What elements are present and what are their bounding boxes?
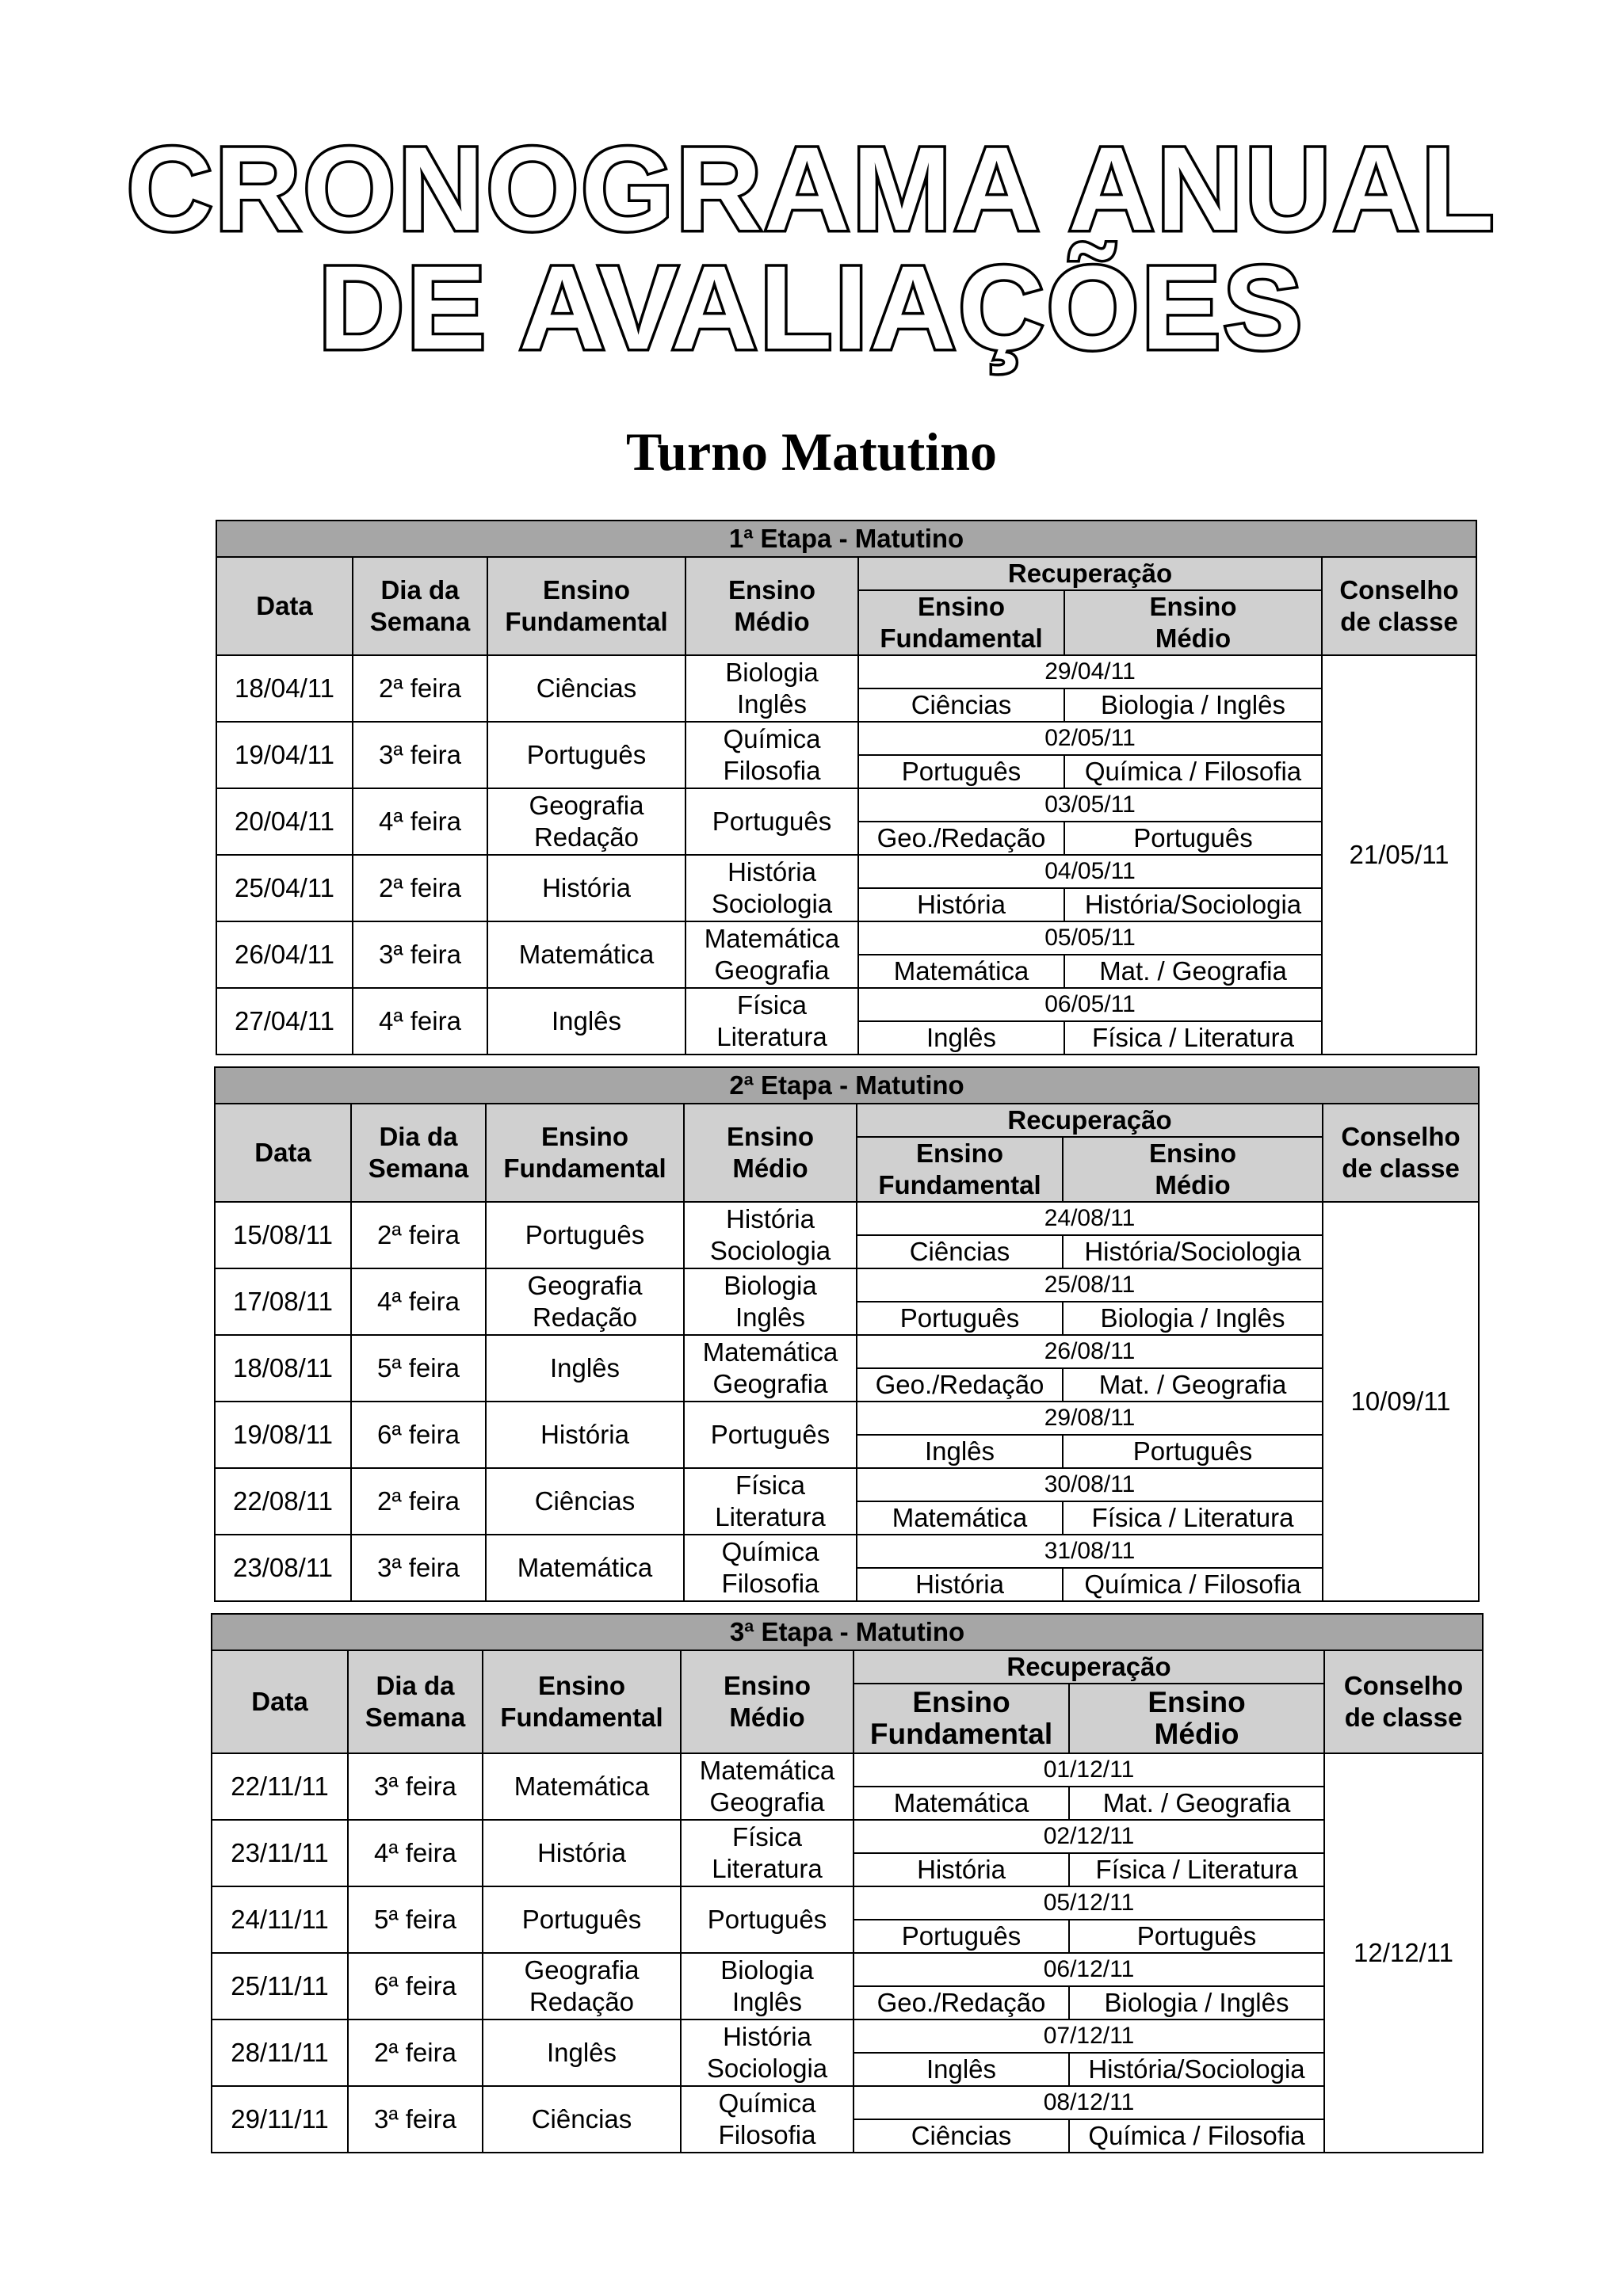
cell-data: 17/08/11 <box>215 1268 351 1335</box>
cell-data: 18/08/11 <box>215 1335 351 1402</box>
cell-recuperacao-medio: Mat. / Geografia <box>1069 1787 1324 1820</box>
cell-recuperacao-medio: Mat. / Geografia <box>1063 1368 1323 1402</box>
table-row <box>215 1268 1479 1302</box>
cell-dia-semana: 3ª feira <box>348 1753 483 1820</box>
cell-ensino-medio: Matemática Geografia <box>681 1753 854 1820</box>
cell-ensino-fundamental: Matemática <box>486 1535 684 1601</box>
cell-ensino-medio: Biologia Inglês <box>684 1268 857 1335</box>
cell-ensino-medio: História Sociologia <box>685 855 858 921</box>
cell-ensino-fundamental: Matemática <box>487 921 685 988</box>
cell-recuperacao-data: 29/04/11 <box>858 655 1322 688</box>
cell-ensino-medio: Física Literatura <box>681 1820 854 1886</box>
document-title-line-2: DE AVALIAÇÕES <box>318 241 1305 374</box>
cell-recuperacao-data: 29/08/11 <box>857 1402 1323 1435</box>
cell-ensino-medio: Química Filosofia <box>685 722 858 788</box>
etapa-title: 2ª Etapa - Matutino <box>215 1067 1479 1104</box>
cell-recuperacao-fundamental: Inglês <box>857 1435 1063 1468</box>
cell-ensino-medio: Biologia Inglês <box>685 655 858 722</box>
cell-recuperacao-data: 04/05/11 <box>858 855 1322 888</box>
cell-ensino-fundamental: Português <box>487 722 685 788</box>
header-rec-fundamental: Ensino Fundamental <box>858 590 1064 655</box>
cell-recuperacao-medio: Física / Literatura <box>1063 1501 1323 1535</box>
cell-dia-semana: 3ª feira <box>353 921 487 988</box>
cell-recuperacao-data: 25/08/11 <box>857 1268 1323 1302</box>
header-dia-semana: Dia da Semana <box>353 557 487 655</box>
cell-ensino-fundamental: Geografia Redação <box>486 1268 684 1335</box>
cell-recuperacao-fundamental: Ciências <box>858 688 1064 722</box>
cell-data: 27/04/11 <box>216 988 353 1055</box>
cell-recuperacao-medio: Química / Filosofia <box>1069 2119 1324 2153</box>
cell-ensino-medio: Português <box>684 1402 857 1468</box>
header-data: Data <box>215 1104 351 1202</box>
cell-recuperacao-data: 06/12/11 <box>854 1953 1324 1986</box>
cell-recuperacao-medio: Física / Literatura <box>1069 1853 1324 1886</box>
cell-recuperacao-medio: Português <box>1064 822 1322 855</box>
cell-data: 19/08/11 <box>215 1402 351 1468</box>
header-rec-medio: Ensino Médio <box>1064 590 1322 655</box>
cell-recuperacao-fundamental: Geo./Redação <box>854 1986 1069 2019</box>
cell-recuperacao-data: 06/05/11 <box>858 988 1322 1021</box>
cell-ensino-medio: Português <box>685 788 858 855</box>
cell-recuperacao-medio: História/Sociologia <box>1064 888 1322 921</box>
cell-conselho-classe: 12/12/11 <box>1324 1753 1483 2153</box>
cell-dia-semana: 6ª feira <box>348 1953 483 2019</box>
cell-recuperacao-fundamental: Geo./Redação <box>858 822 1064 855</box>
cell-dia-semana: 4ª feira <box>353 988 487 1055</box>
cell-ensino-fundamental: Inglês <box>486 1335 684 1402</box>
cell-ensino-medio: Física Literatura <box>685 988 858 1055</box>
cell-recuperacao-fundamental: História <box>857 1568 1063 1601</box>
cell-data: 26/04/11 <box>216 921 353 988</box>
cell-recuperacao-data: 30/08/11 <box>857 1468 1323 1501</box>
cell-recuperacao-fundamental: Inglês <box>858 1021 1064 1055</box>
cell-recuperacao-data: 02/05/11 <box>858 722 1322 755</box>
document-title-line-1: CRONOGRAMA ANUAL <box>126 122 1497 255</box>
cell-recuperacao-medio: Física / Literatura <box>1064 1021 1322 1055</box>
header-conselho-classe: Conselho de classe <box>1323 1104 1479 1202</box>
cell-dia-semana: 6ª feira <box>351 1402 486 1468</box>
cell-ensino-fundamental: Geografia Redação <box>483 1953 681 2019</box>
table-row <box>216 988 1476 1021</box>
cell-recuperacao-fundamental: Português <box>854 1920 1069 1953</box>
cell-recuperacao-data: 24/08/11 <box>857 1202 1323 1235</box>
cell-dia-semana: 4ª feira <box>348 1820 483 1886</box>
table-row <box>216 788 1476 822</box>
cell-ensino-fundamental: Inglês <box>483 2019 681 2086</box>
cell-ensino-fundamental: História <box>486 1402 684 1468</box>
header-ensino-medio: Ensino Médio <box>685 557 858 655</box>
cell-recuperacao-fundamental: História <box>854 1853 1069 1886</box>
cell-recuperacao-medio: Biologia / Inglês <box>1069 1986 1324 2019</box>
cell-recuperacao-medio: Química / Filosofia <box>1063 1568 1323 1601</box>
cell-ensino-medio: Português <box>681 1886 854 1953</box>
cell-data: 23/11/11 <box>212 1820 348 1886</box>
cell-recuperacao-medio: Português <box>1063 1435 1323 1468</box>
table-row <box>215 1535 1479 1568</box>
cell-recuperacao-data: 03/05/11 <box>858 788 1322 822</box>
table-row <box>212 2019 1483 2053</box>
header-recuperacao: Recuperação <box>854 1650 1324 1684</box>
cell-ensino-medio: História Sociologia <box>681 2019 854 2086</box>
header-rec-medio: Ensino Médio <box>1063 1137 1323 1202</box>
cell-data: 25/11/11 <box>212 1953 348 2019</box>
header-dia-semana: Dia da Semana <box>351 1104 486 1202</box>
cell-recuperacao-data: 08/12/11 <box>854 2086 1324 2119</box>
etapa-title: 3ª Etapa - Matutino <box>212 1614 1483 1650</box>
cell-data: 22/11/11 <box>212 1753 348 1820</box>
table-row <box>212 1886 1483 1920</box>
table-row <box>216 921 1476 955</box>
cell-data: 15/08/11 <box>215 1202 351 1268</box>
header-dia-semana: Dia da Semana <box>348 1650 483 1753</box>
cell-data: 23/08/11 <box>215 1535 351 1601</box>
header-conselho-classe: Conselho de classe <box>1322 557 1476 655</box>
cell-dia-semana: 5ª feira <box>348 1886 483 1953</box>
cell-data: 28/11/11 <box>212 2019 348 2086</box>
table-row <box>212 1820 1483 1853</box>
cell-data: 29/11/11 <box>212 2086 348 2153</box>
cell-ensino-medio: Química Filosofia <box>684 1535 857 1601</box>
cell-dia-semana: 3ª feira <box>353 722 487 788</box>
cell-conselho-classe: 10/09/11 <box>1323 1202 1479 1601</box>
header-ensino-medio: Ensino Médio <box>681 1650 854 1753</box>
cell-recuperacao-medio: Português <box>1069 1920 1324 1953</box>
table-row <box>212 1953 1483 1986</box>
cell-recuperacao-data: 01/12/11 <box>854 1753 1324 1787</box>
table-row <box>216 855 1476 888</box>
cell-recuperacao-fundamental: Português <box>858 755 1064 788</box>
cell-recuperacao-data: 31/08/11 <box>857 1535 1323 1568</box>
cell-dia-semana: 3ª feira <box>351 1535 486 1601</box>
header-ensino-fundamental: Ensino Fundamental <box>487 557 685 655</box>
cell-recuperacao-data: 05/12/11 <box>854 1886 1324 1920</box>
cell-ensino-medio: Biologia Inglês <box>681 1953 854 2019</box>
header-rec-fundamental: Ensino Fundamental <box>854 1684 1069 1753</box>
cell-data: 19/04/11 <box>216 722 353 788</box>
cell-recuperacao-fundamental: Português <box>857 1302 1063 1335</box>
cell-ensino-fundamental: Matemática <box>483 1753 681 1820</box>
table-row <box>215 1202 1479 1235</box>
cell-data: 25/04/11 <box>216 855 353 921</box>
cell-recuperacao-fundamental: Ciências <box>857 1235 1063 1268</box>
etapa-table-3 <box>211 1613 1484 2153</box>
cell-dia-semana: 4ª feira <box>351 1268 486 1335</box>
table-row <box>216 655 1476 688</box>
cell-ensino-medio: História Sociologia <box>684 1202 857 1268</box>
cell-recuperacao-fundamental: Matemática <box>858 955 1064 988</box>
table-row <box>216 722 1476 755</box>
cell-ensino-medio: Matemática Geografia <box>685 921 858 988</box>
cell-ensino-medio: Matemática Geografia <box>684 1335 857 1402</box>
cell-ensino-fundamental: Ciências <box>483 2086 681 2153</box>
cell-ensino-fundamental: Português <box>486 1202 684 1268</box>
cell-recuperacao-data: 07/12/11 <box>854 2019 1324 2053</box>
cell-ensino-fundamental: História <box>487 855 685 921</box>
cell-recuperacao-fundamental: Geo./Redação <box>857 1368 1063 1402</box>
table-row <box>215 1402 1479 1435</box>
cell-dia-semana: 3ª feira <box>348 2086 483 2153</box>
cell-recuperacao-medio: Mat. / Geografia <box>1064 955 1322 988</box>
cell-ensino-fundamental: Inglês <box>487 988 685 1055</box>
cell-dia-semana: 2ª feira <box>351 1202 486 1268</box>
header-ensino-medio: Ensino Médio <box>684 1104 857 1202</box>
cell-dia-semana: 2ª feira <box>353 855 487 921</box>
cell-recuperacao-data: 05/05/11 <box>858 921 1322 955</box>
header-recuperacao: Recuperação <box>858 557 1322 590</box>
cell-data: 18/04/11 <box>216 655 353 722</box>
cell-recuperacao-fundamental: História <box>858 888 1064 921</box>
header-ensino-fundamental: Ensino Fundamental <box>483 1650 681 1753</box>
header-ensino-fundamental: Ensino Fundamental <box>486 1104 684 1202</box>
header-data: Data <box>216 557 353 655</box>
table-row <box>212 2086 1483 2119</box>
cell-ensino-fundamental: Geografia Redação <box>487 788 685 855</box>
cell-conselho-classe: 21/05/11 <box>1322 655 1476 1055</box>
cell-recuperacao-medio: História/Sociologia <box>1063 1235 1323 1268</box>
table-row <box>212 1753 1483 1787</box>
cell-ensino-medio: Química Filosofia <box>681 2086 854 2153</box>
cell-data: 24/11/11 <box>212 1886 348 1953</box>
cell-recuperacao-fundamental: Ciências <box>854 2119 1069 2153</box>
cell-recuperacao-data: 02/12/11 <box>854 1820 1324 1853</box>
cell-dia-semana: 2ª feira <box>348 2019 483 2086</box>
cell-recuperacao-medio: História/Sociologia <box>1069 2053 1324 2086</box>
table-row <box>215 1335 1479 1368</box>
etapa-title: 1ª Etapa - Matutino <box>216 521 1476 557</box>
header-data: Data <box>212 1650 348 1753</box>
shift-subtitle: Turno Matutino <box>626 421 997 482</box>
cell-dia-semana: 2ª feira <box>351 1468 486 1535</box>
cell-dia-semana: 2ª feira <box>353 655 487 722</box>
cell-ensino-medio: Física Literatura <box>684 1468 857 1535</box>
cell-ensino-fundamental: História <box>483 1820 681 1886</box>
cell-recuperacao-data: 26/08/11 <box>857 1335 1323 1368</box>
table-row <box>215 1468 1479 1501</box>
header-rec-medio: Ensino Médio <box>1069 1684 1324 1753</box>
cell-dia-semana: 4ª feira <box>353 788 487 855</box>
header-rec-fundamental: Ensino Fundamental <box>857 1137 1063 1202</box>
cell-dia-semana: 5ª feira <box>351 1335 486 1402</box>
header-conselho-classe: Conselho de classe <box>1324 1650 1483 1753</box>
cell-data: 22/08/11 <box>215 1468 351 1535</box>
cell-recuperacao-fundamental: Inglês <box>854 2053 1069 2086</box>
cell-recuperacao-medio: Química / Filosofia <box>1064 755 1322 788</box>
cell-data: 20/04/11 <box>216 788 353 855</box>
header-recuperacao: Recuperação <box>857 1104 1323 1137</box>
cell-recuperacao-fundamental: Matemática <box>857 1501 1063 1535</box>
etapa-table-1 <box>216 520 1477 1055</box>
cell-ensino-fundamental: Ciências <box>487 655 685 722</box>
cell-ensino-fundamental: Ciências <box>486 1468 684 1535</box>
cell-recuperacao-medio: Biologia / Inglês <box>1063 1302 1323 1335</box>
etapa-table-2 <box>214 1066 1480 1602</box>
cell-ensino-fundamental: Português <box>483 1886 681 1953</box>
cell-recuperacao-medio: Biologia / Inglês <box>1064 688 1322 722</box>
cell-recuperacao-fundamental: Matemática <box>854 1787 1069 1820</box>
